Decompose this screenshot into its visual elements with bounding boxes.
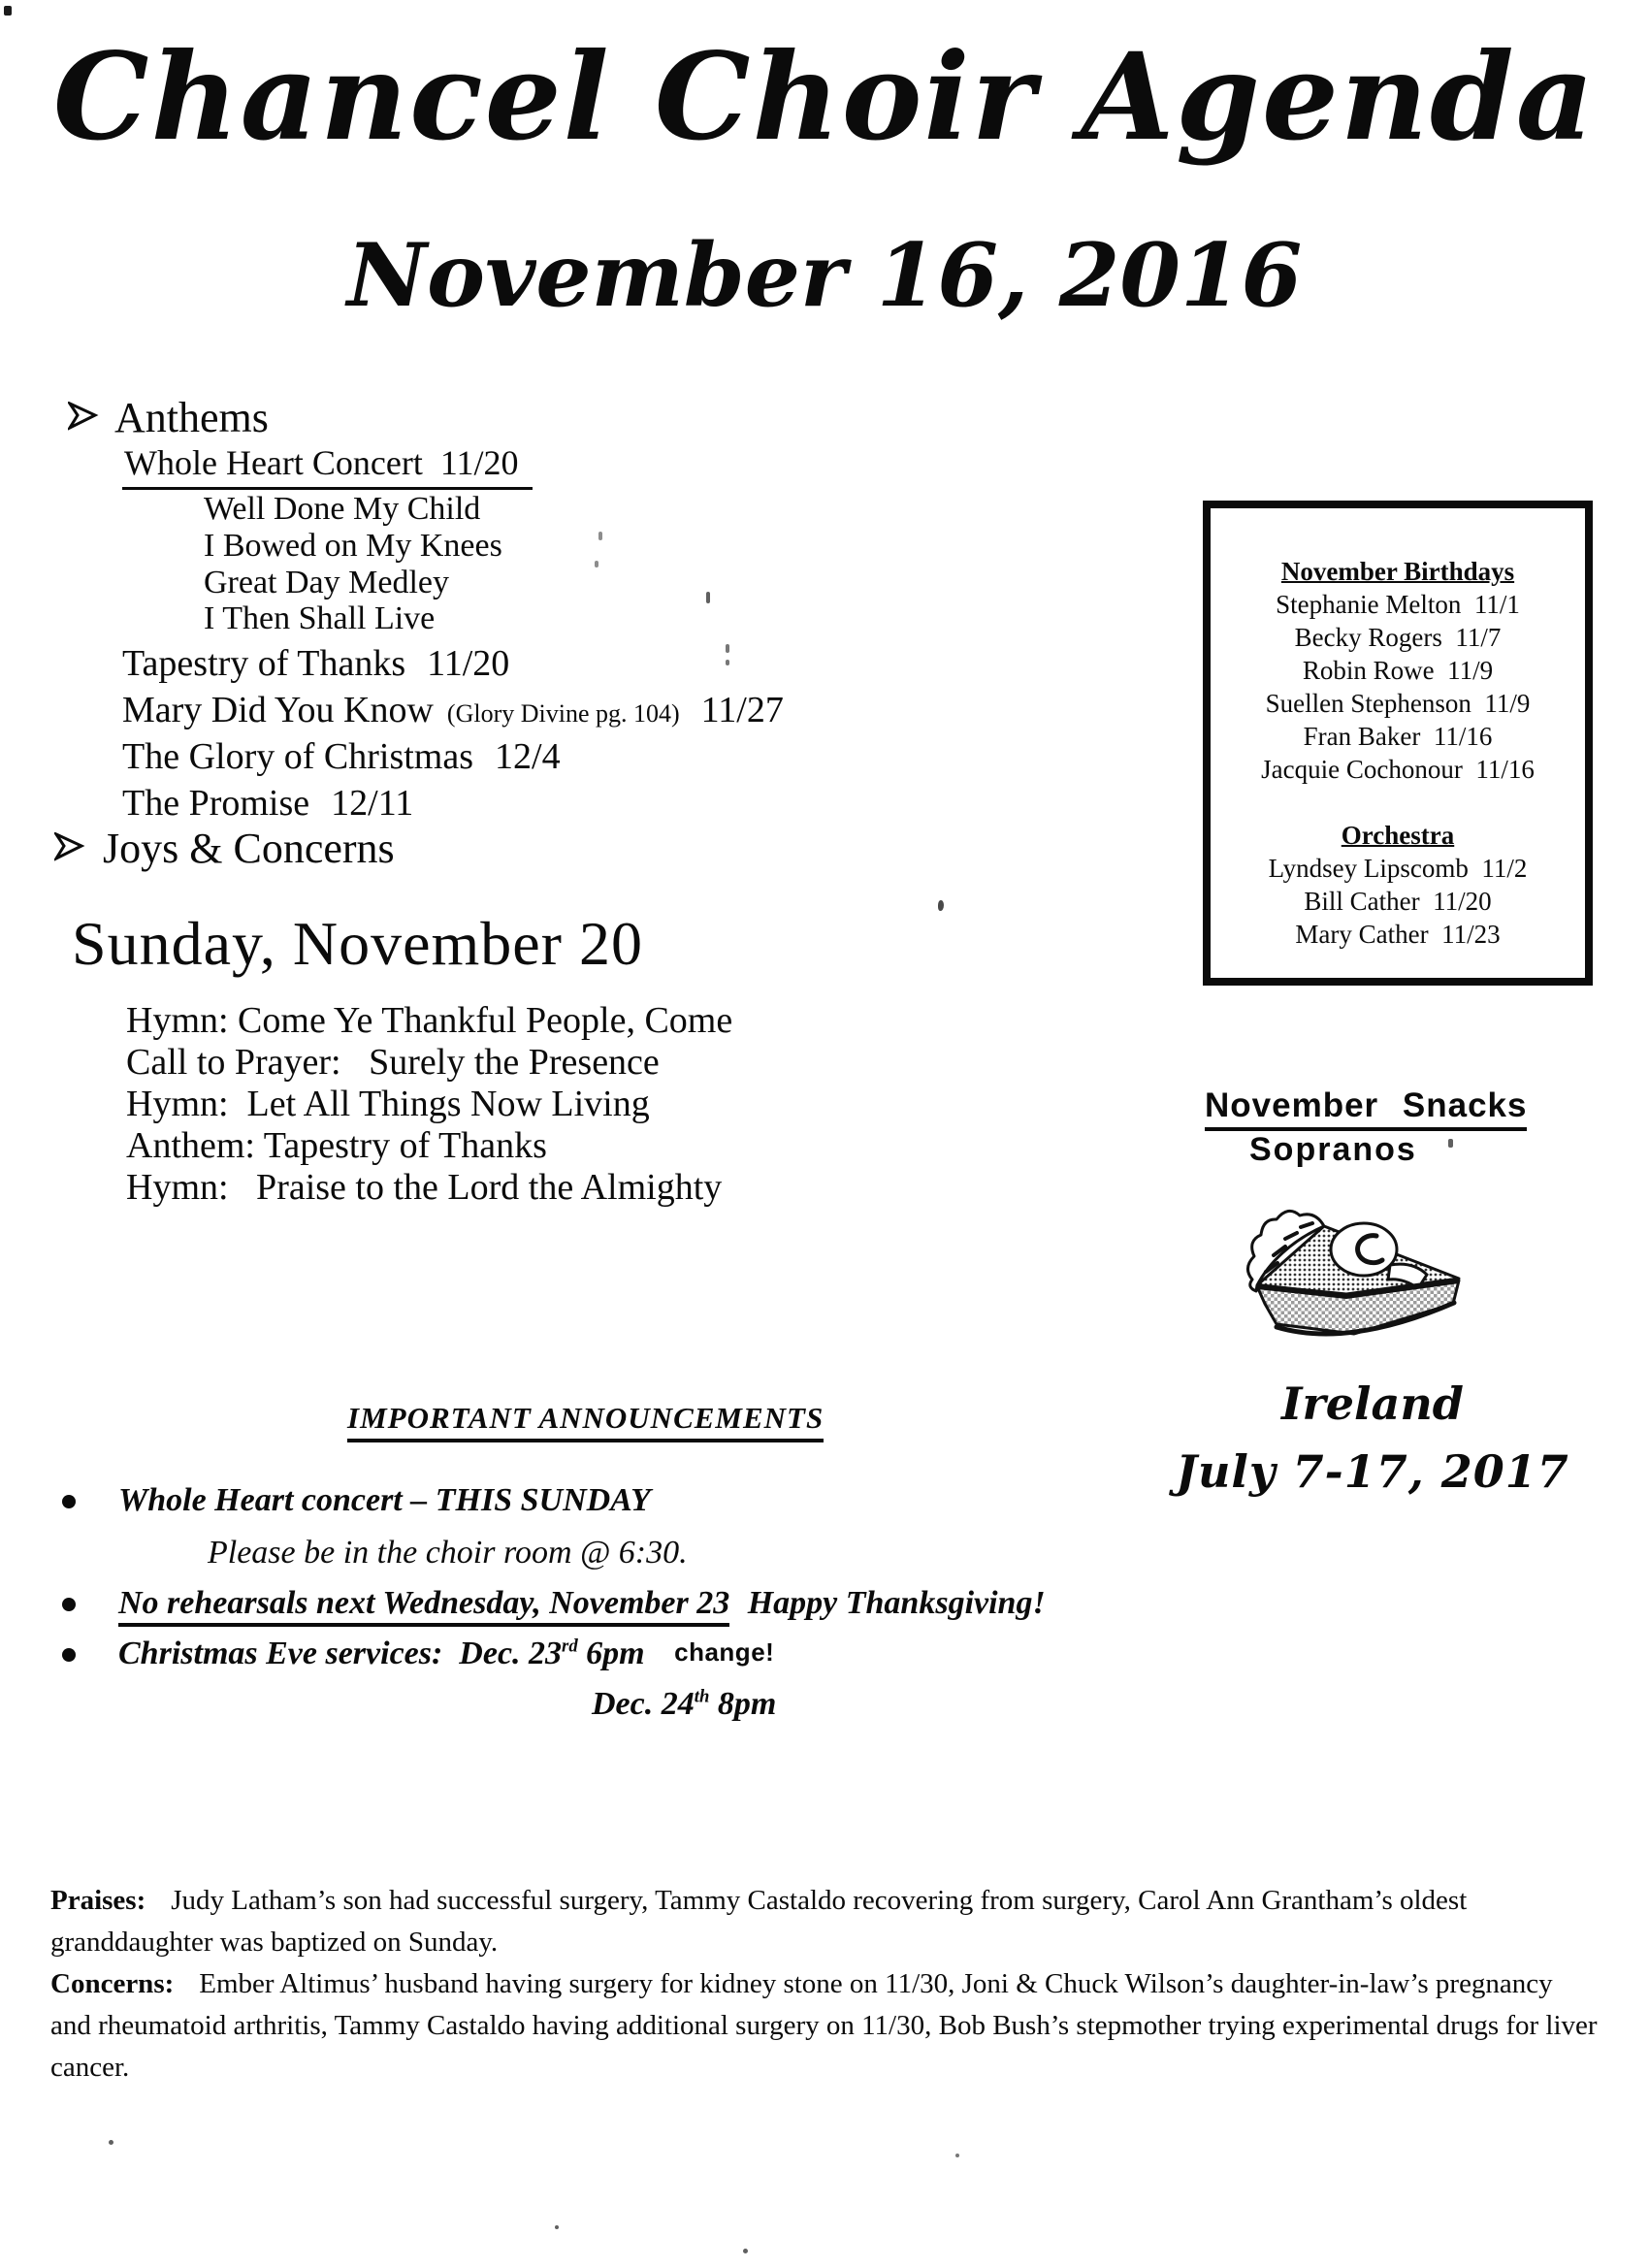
anthems-heading-row [68,396,269,440]
announcement-item [118,1482,651,1519]
anthem-title: Tapestry of Thanks [122,643,406,684]
anthem-row [122,735,561,778]
scan-speck [726,660,729,665]
announcement-continuation [592,1686,776,1723]
page-title: Chancel Choir Agenda [52,27,1597,168]
birthday-row: Mary Cather 11/23 [1295,920,1501,949]
announcement-text: Dec. 24 [592,1686,695,1722]
announcement-item [118,1585,1046,1622]
anthem-date: 12/4 [495,736,561,777]
anthem-note: (Glory Divine pg. 104) [446,699,680,728]
announcement-text: Whole Heart concert – THIS SUNDAY [118,1482,651,1518]
anthem-title: Mary Did You Know [122,690,434,730]
birthday-row: Bill Cather 11/20 [1304,887,1492,916]
birthday-row: Stephanie Melton 11/1 [1276,590,1520,619]
scan-speck [726,644,729,653]
ordinal-suffix: rd [562,1636,578,1657]
anthems-heading: Anthems [114,394,269,441]
birthday-row: Lyndsey Lipscomb 11/2 [1268,854,1528,883]
scan-speck [4,6,12,16]
anthem-date: 11/27 [700,690,784,730]
birthday-row: Fran Baker 11/16 [1303,722,1493,751]
scan-speck [938,900,944,911]
praises-text: Judy Latham’s son had successful surgery, Tammy Castaldo recovering from surgery, Carol Ann Grantham’s oldest granddaughter was baptized on Sunday. [50,1885,1468,1958]
anthem-row [122,782,413,825]
orchestra-heading: Orchestra [1341,821,1455,850]
joys-heading: Joys & Concerns [103,825,395,872]
service-item: Hymn: Praise to the Lord the Almighty [126,1167,723,1208]
ordinal-suffix: th [694,1686,710,1707]
praises-paragraph [50,1880,1599,1963]
change-note: change! [674,1637,775,1667]
announcement-subtext: Please be in the choir room @ 6:30. [208,1535,688,1571]
birthdays-heading: November Birthdays [1280,557,1515,586]
arrow-bullet-icon [68,402,99,436]
concerns-paragraph [50,1963,1599,2089]
scan-speck [955,2154,959,2157]
birthday-row: Suellen Stephenson 11/9 [1265,689,1531,718]
prayer-report [50,1880,1599,2089]
bullet-dot-icon [62,1495,76,1508]
service-item: Anthem: Tapestry of Thanks [126,1125,547,1166]
bullet-dot-icon [62,1648,76,1662]
service-item: Hymn: Come Ye Thankful People, Come [126,1000,733,1041]
anthem-row [122,689,784,731]
anthem-title: The Promise [122,783,310,824]
scan-speck [706,592,710,603]
scan-speck [595,561,598,567]
announcement-text-underlined: No rehearsals next Wednesday, November 23 [118,1585,729,1627]
scan-speck [555,2225,559,2229]
service-item: Call to Prayer: Surely the Presence [126,1042,660,1083]
announcement-text: Happy Thanksgiving! [747,1585,1046,1621]
announcement-time: 6pm [577,1636,645,1671]
trip-destination: Ireland [1281,1377,1464,1430]
scan-speck [598,532,602,540]
birthday-row: Jacquie Cochonour 11/16 [1261,755,1535,784]
concerns-text: Ember Altimus’ husband having surgery for kidney stone on 11/30, Joni & Chuck Wilson’s daughter-in-law’s pregnancy and rheumatoid arthritis, Tammy Castaldo having additional surgery on 11/30, Bob Bush’s stepmother trying experimental drugs for liver cancer. [50,1968,1598,2083]
announcement-item [118,1636,774,1672]
concert-song: Great Day Medley [204,565,450,600]
concert-song: I Then Shall Live [204,600,436,636]
birthdays-box [1203,501,1593,986]
concert-song: Well Done My Child [204,491,481,527]
announcement-time: 8pm [709,1686,777,1722]
announcement-text: Christmas Eve services: Dec. 23 [118,1636,563,1671]
concert-song: I Bowed on My Knees [204,528,502,564]
anthem-row [122,642,509,685]
anthem-date: 12/11 [331,783,414,824]
page-date: November 16, 2016 [346,224,1303,327]
joys-heading-row [54,826,395,871]
anthem-title: The Glory of Christmas [122,736,474,777]
snacks-group: Sopranos [1249,1131,1417,1168]
concerns-label: Concerns: [50,1968,175,1999]
sunday-heading: Sunday, November 20 [72,909,643,978]
trip-dates: July 7-17, 2017 [1176,1445,1569,1498]
snacks-heading: November Snacks [1205,1086,1527,1131]
scan-speck [109,2140,113,2145]
service-item: Hymn: Let All Things Now Living [126,1084,650,1124]
praises-label: Praises: [50,1885,146,1916]
arrow-bullet-icon [54,832,85,866]
bullet-dot-icon [62,1598,76,1611]
concert-title: Whole Heart Concert 11/20 [122,442,533,490]
pie-slice-icon [1230,1185,1474,1357]
scan-speck [743,2249,748,2253]
anthem-date: 11/20 [427,643,510,684]
birthday-row: Becky Rogers 11/7 [1294,623,1502,652]
birthday-row: Robin Rowe 11/9 [1302,656,1494,685]
scan-speck [1448,1139,1453,1148]
announcements-heading: IMPORTANT ANNOUNCEMENTS [347,1401,824,1442]
